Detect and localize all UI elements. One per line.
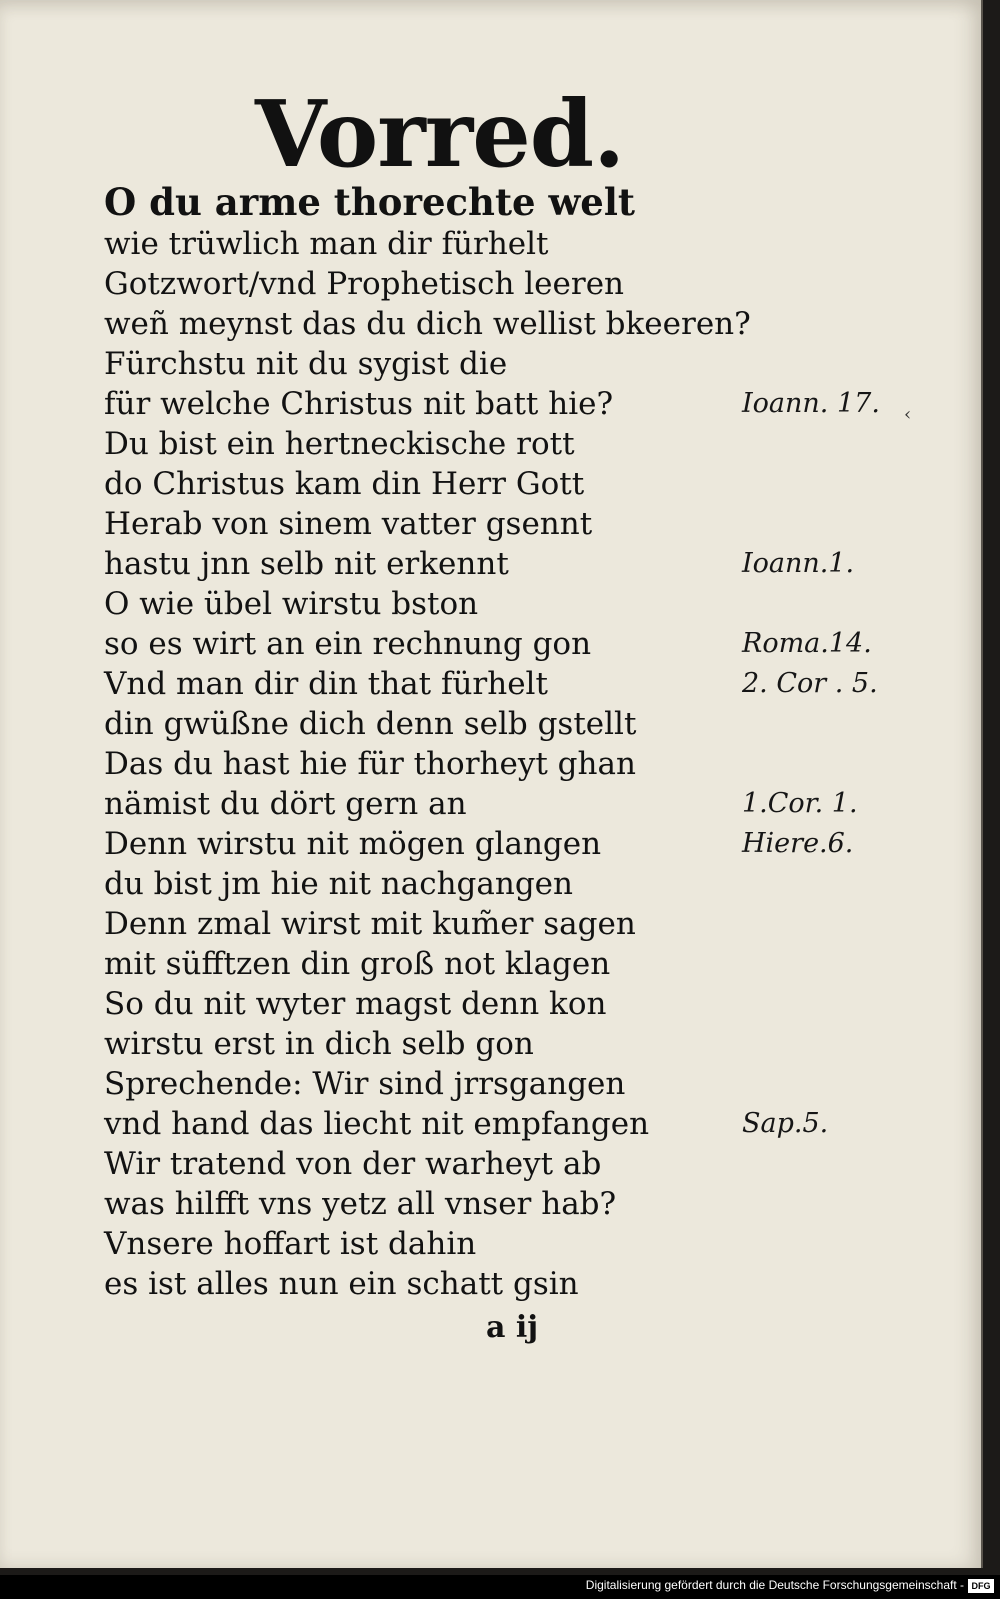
margin-note: 2. Cor . 5. — [742, 668, 878, 699]
dfg-logo: DFG — [968, 1579, 994, 1593]
verse-line: Vnsere hoffart ist dahin — [104, 1226, 477, 1262]
verse-line: so es wirt an ein rechnung gon — [104, 626, 592, 662]
verse-line: Vnd man dir din that fürhelt — [104, 666, 548, 702]
margin-mark: ‹ — [904, 404, 912, 425]
verse-line: O wie übel wirstu bston — [104, 586, 479, 622]
verse-line: vnd hand das liecht nit empfangen — [104, 1106, 650, 1142]
verse-line: din gwüßne dich denn selb gstellt — [104, 706, 637, 742]
verse-line: wie trüwlich man dir fürhelt — [104, 226, 549, 262]
margin-note: Ioann. 17. — [742, 388, 880, 419]
verse-line: Fürchstu nit du sygist die — [104, 346, 508, 382]
margin-note: Roma.14. — [742, 628, 872, 659]
margin-note: Hiere.6. — [742, 828, 854, 859]
verse-line: es ist alles nun ein schatt gsin — [104, 1266, 579, 1302]
verse-line: Denn zmal wirst mit kum̃er sagen — [104, 906, 636, 942]
margin-note: 1.Cor. 1. — [742, 788, 858, 819]
verse-line: hastu jnn selb nit erkennt — [104, 546, 509, 582]
signature-mark: a ij — [486, 1310, 539, 1345]
verse-line: du bist jm hie nit nachgangen — [104, 866, 573, 902]
verse-line: Du bist ein hertneckische rott — [104, 426, 575, 462]
verse-lines — [104, 180, 751, 1304]
verse-line: O du arme thorechte welt — [104, 180, 635, 224]
verse-line: Herab von sinem vatter gsennt — [104, 506, 593, 542]
verse-line: do Christus kam din Herr Gott — [104, 466, 585, 502]
verse-line: was hilfft vns yetz all vnser hab? — [104, 1186, 617, 1222]
verse-line: So du nit wyter magst denn kon — [104, 986, 607, 1022]
verse-line: mit süfftzen din groß not klagen — [104, 946, 611, 982]
verse-line: wirstu erst in dich selb gon — [104, 1026, 534, 1062]
verse-line: weñ meynst das du dich wellist bkeeren? — [104, 306, 751, 342]
verse-line: für welche Christus nit batt hie? — [104, 386, 614, 422]
verse-line: Denn wirstu nit mögen glangen — [104, 826, 602, 862]
verse-line: Gotzwort/vnd Prophetisch leeren — [104, 266, 625, 302]
verse-line: nämist du dört gern an — [104, 786, 467, 822]
verse-line: Das du hast hie für thorheyt ghan — [104, 746, 636, 782]
margin-note: Ioann.1. — [742, 548, 855, 579]
margin-note: Sap.5. — [742, 1108, 829, 1139]
footer-credit: Digitalisierung gefördert durch die Deutsche Forschungsgemeinschaft - — [585, 1578, 964, 1592]
verse-line: Wir tratend von der warheyt ab — [104, 1146, 602, 1182]
verse-line: Sprechende: Wir sind jrrsgangen — [104, 1066, 626, 1102]
page-heading: Vorred. — [255, 80, 625, 188]
